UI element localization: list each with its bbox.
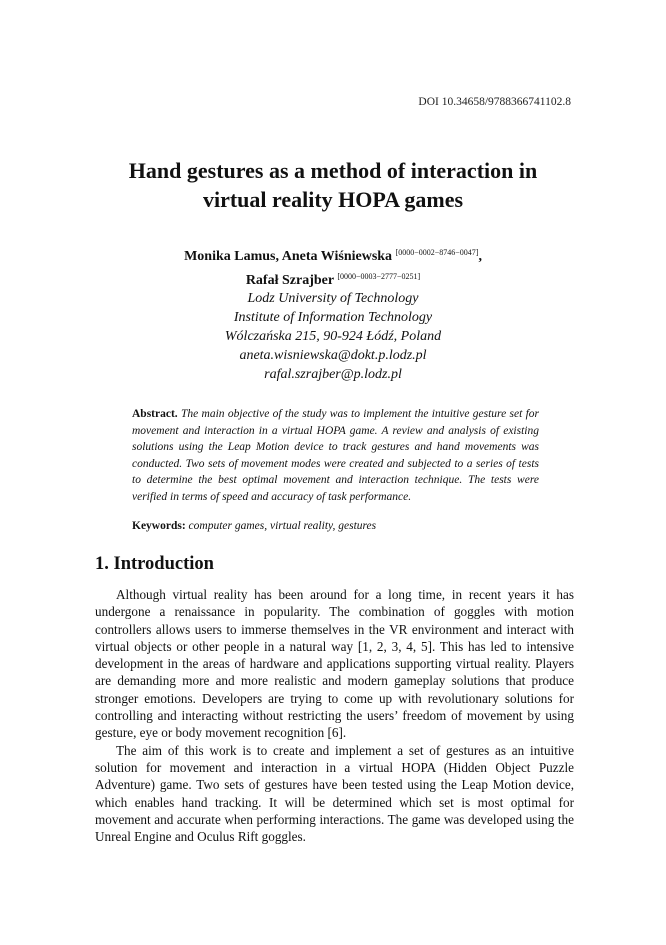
keywords (132, 518, 539, 534)
paper-title-line-1: Hand gestures as a method of interaction in (128, 158, 538, 183)
author-email: rafal.szrajber@p.lodz.pl (264, 367, 402, 382)
author-name: Rafał Szrajber (245, 273, 334, 288)
author-name: Aneta Wiśniewska (281, 249, 393, 264)
paper-title-line-2: virtual reality HOPA games (202, 187, 464, 212)
keywords-label: Keywords: (132, 520, 186, 532)
body-paragraph: The aim of this work is to create and implement a set of gestures as an intuitive solution for movement and interaction in a virtual HOPA (Hidden Object Puzzle Adventure) game. Two sets of gestures have been tested using the Leap Motion device, which enables hand tracking. It will be determined which set is most optimal for movement and accurate when performing interactions. The game was developed using the Unreal Engine and Oculus Rift goggles. (95, 742, 574, 845)
affiliation-university: Lodz University of Technology (247, 291, 419, 306)
orcid-id: [0000−0003−2777−0251] (337, 272, 421, 281)
abstract-label: Abstract. (132, 408, 178, 420)
abstract-text: The main objective of the study was to implement the intuitive gesture set for movement and interaction in a virtual HOPA game. A review and analysis of existing solutions using the Leap Motion device to track gestures and hand movements was conducted. Two sets of movement modes were created and subjected to a series of tests to determine the best optimal movement and interaction technique. The tests were verified in terms of speed and accuracy of task performance. (132, 408, 540, 503)
paper-title (0, 156, 666, 214)
orcid-id: [0000−0002−8746−0047] (395, 248, 479, 257)
affiliation-institute: Institute of Information Technology (233, 310, 433, 325)
abstract (132, 406, 539, 505)
author-email: aneta.wisniewska@dokt.p.lodz.pl (239, 348, 427, 363)
affiliation-address: Wólczańska 215, 90-924 Łódź, Poland (224, 329, 442, 344)
body-paragraph: Although virtual reality has been around for a long time, in recent years it has undergone a renaissance in popularity. The combination of goggles with motion controllers allows users to immerse themselves in the VR environment and interact with virtual objects or other people in a natural way [1, 2, 3, 4, 5]. This has led to intensive development in the areas of hardware and applications supporting virtual reality. Players are demanding more and more realistic and modern gameplay solutions that produce stronger emotions. Developers are trying to come up with revolutionary solutions for controlling and interacting without restricting the users’ freedom of movement by using gesture, eye or body movement recognition [6]. (95, 587, 574, 741)
affiliation-block (0, 289, 666, 384)
keywords-text: computer games, virtual reality, gestures (188, 520, 377, 532)
doi-header: DOI 10.34658/9788366741102.8 (418, 96, 571, 108)
section-heading: 1. Introduction (95, 554, 214, 574)
author-separator: , (478, 249, 482, 264)
author-line-2 (0, 267, 666, 291)
author-list (0, 243, 666, 291)
body-text (95, 586, 574, 845)
author-line-1 (0, 243, 666, 267)
author-name: Monika Lamus, (184, 249, 279, 264)
